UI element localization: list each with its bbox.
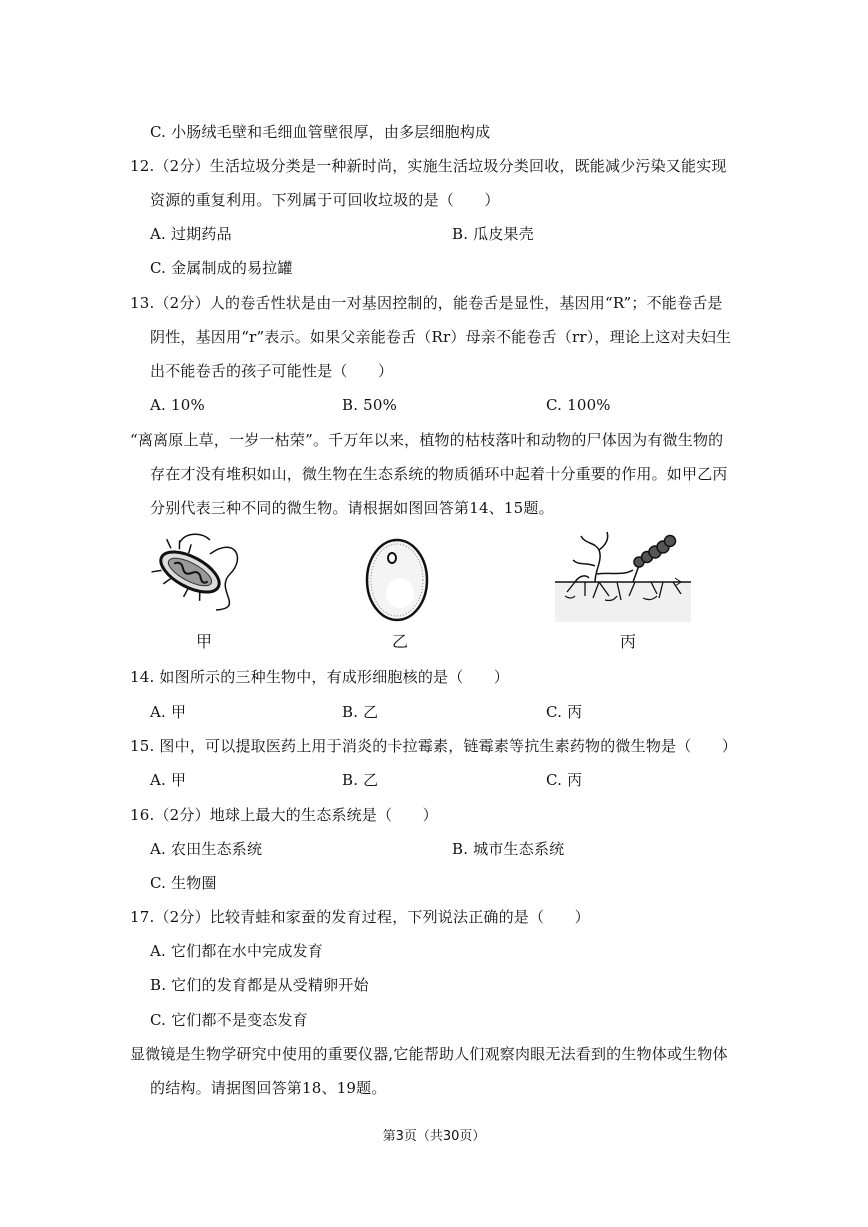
passage-line-3: 分别代表三种不同的微生物。请根据如图回答第14、15题。 [150,499,554,517]
q13-stem-cont2: 出不能卷舌的孩子可能性是（ ） [150,362,394,380]
page-footer: 第3页（共30页） [382,1129,486,1144]
caption-yi: 乙 [392,632,409,651]
caption-jia: 甲 [196,632,213,651]
q13-stem: 13.（2分）人的卷舌性状是由一对基因控制的，能卷舌是显性，基因用“R”；不能卷舌是 [130,294,723,312]
q14-option-b: B. 乙 [342,703,379,721]
q17-option-b: B. 它们的发育都是从受精卵开始 [150,976,369,994]
q12-stem: 12.（2分）生活垃圾分类是一种新时尚，实施生活垃圾分类回收，既能减少污染又能实现 [130,157,727,175]
q12-option-a: A. 过期药品 [150,225,232,243]
q14-option-c: C. 丙 [546,703,583,721]
q11-option-c: C. 小肠绒毛壁和毛细血管壁很厚，由多层细胞构成 [150,123,491,141]
q13-option-b: B. 50% [342,396,398,414]
q12-option-b: B. 瓜皮果壳 [452,225,534,243]
q17-option-a: A. 它们都在水中完成发育 [150,942,323,960]
q14-stem: 14. 如图所示的三种生物中，有成形细胞核的是（ ） [130,668,510,686]
q17-stem: 17.（2分）比较青蛙和家蚕的发育过程，下列说法正确的是（ ） [130,908,590,926]
q17-option-c: C. 它们都不是变态发育 [150,1011,308,1029]
q13-option-a: A. 10% [150,396,205,414]
q15-option-c: C. 丙 [546,771,583,789]
q16-option-b: B. 城市生态系统 [452,840,565,858]
q15-stem: 15. 图中，可以提取医药上用于消炎的卡拉霉素，链霉素等抗生素药物的微生物是（ ） [130,737,738,755]
bacterium-icon [150,530,260,620]
q14-option-a: A. 甲 [150,703,187,721]
passage2-line-1: 显微镜是生物学研究中使用的重要仪器,它能帮助人们观察肉眼无法看到的生物体或生物体 [130,1045,728,1063]
q16-option-a: A. 农田生态系统 [150,840,263,858]
q15-option-b: B. 乙 [342,771,379,789]
passage-line-1: “离离原上草，一岁一枯荣”。千万年以来，植物的枯枝落叶和动物的尸体因为有微生物的 [130,431,724,449]
q13-option-c: C. 100% [546,396,611,414]
mold-icon [555,530,695,625]
caption-bing: 丙 [620,632,637,651]
q15-option-a: A. 甲 [150,771,187,789]
q12-stem-cont: 资源的重复利用。下列属于可回收垃圾的是（ ） [150,191,500,209]
q16-option-c: C. 生物圈 [150,874,217,892]
q16-stem: 16.（2分）地球上最大的生态系统是（ ） [130,806,438,824]
passage2-line-2: 的结构。请据图回答第18、19题。 [150,1079,387,1097]
yeast-cell-icon [362,535,432,625]
q12-option-c: C. 金属制成的易拉罐 [150,259,293,277]
q13-stem-cont: 阴性，基因用“r”表示。如果父亲能卷舌（Rr）母亲不能卷舌（rr），理论上这对夫妇生 [150,328,732,346]
passage-line-2: 存在才没有堆积如山，微生物在生态系统的物质循环中起着十分重要的作用。如甲乙丙 [150,465,728,483]
